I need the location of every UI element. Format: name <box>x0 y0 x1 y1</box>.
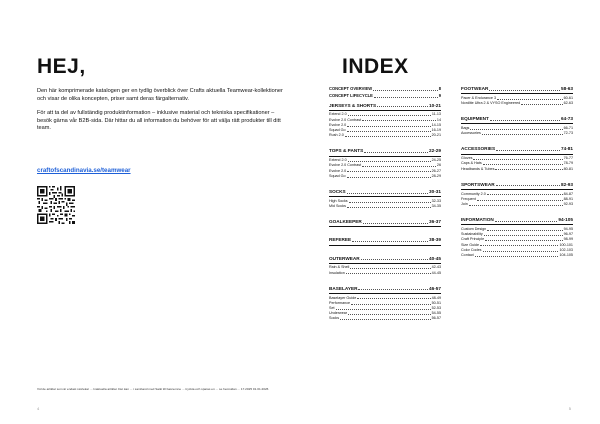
index-entry[interactable] <box>461 101 573 106</box>
index-section <box>329 148 441 179</box>
dot-leader <box>348 112 431 116</box>
index-entry-page: 102-103 <box>559 247 573 252</box>
index-entry-page: 32-33 <box>431 198 441 203</box>
index-entry-label: Accessories <box>461 131 481 136</box>
index-entry-page: 16-19 <box>431 127 441 132</box>
dot-leader <box>373 86 438 91</box>
index-entry-concept[interactable] <box>329 93 441 100</box>
index-section-heading[interactable] <box>329 286 441 294</box>
index-entry-label: Rain & Shell <box>329 265 350 270</box>
index-entry-label: Evolve 2.0 <box>329 168 347 173</box>
index-entry-label: Size Guide <box>461 242 480 247</box>
intro-paragraph-1: Den här komprimerade katalogen ger en tydlig överblick över Crafts aktuella Teamwear-kollektioner och visar de olika koncepten, priser samt deras färgalternativ. <box>37 88 283 102</box>
index-entry[interactable] <box>329 174 441 179</box>
dot-leader <box>340 316 431 320</box>
index-entry-label: Bags <box>461 125 470 130</box>
index-entry-page: 30-31 <box>429 188 441 194</box>
index-section <box>461 217 573 258</box>
index-column-left <box>329 86 441 332</box>
dot-leader <box>352 237 428 242</box>
index-entry-label: FOOTWEAR <box>461 86 489 91</box>
index-entry-label: Custom Design <box>461 226 487 231</box>
index-entry-page: 82-93 <box>561 181 573 187</box>
index-entry-page: 38-39 <box>429 237 441 243</box>
index-entry-label: GOALKEEPER <box>329 219 362 225</box>
index-entry-label: CONCEPT OVERVIEW <box>329 86 373 91</box>
dot-leader <box>521 101 562 105</box>
dot-leader <box>495 167 562 171</box>
index-entry[interactable] <box>461 131 573 136</box>
index-entry[interactable] <box>329 316 441 321</box>
dot-leader <box>477 197 563 201</box>
index-entry-label: Squad Go <box>329 127 346 132</box>
index-entry-label: Extend 2.0 <box>329 158 347 163</box>
index-section <box>461 182 573 207</box>
index-section <box>329 256 441 276</box>
index-entry-page: 80-81 <box>563 166 573 171</box>
dot-leader <box>470 126 562 130</box>
index-entry-page: 98-99 <box>563 237 573 242</box>
index-entry-label: Evolve 2.0 Contrast <box>329 163 362 168</box>
index-section-heading[interactable] <box>461 116 573 124</box>
index-section <box>329 103 441 139</box>
index-section-heading[interactable] <box>329 103 441 111</box>
index-entry-page: 84-87 <box>563 191 573 196</box>
index-entry-label: Baselayer Guide <box>329 295 357 300</box>
dot-leader <box>347 169 430 173</box>
dot-leader <box>350 265 430 269</box>
dot-leader <box>347 174 431 178</box>
dot-leader <box>490 116 560 121</box>
dot-leader <box>348 311 431 315</box>
index-entry-page: 62-63 <box>563 100 573 105</box>
index-entry-label: Frequent <box>461 196 476 201</box>
index-entry-label: Contact <box>461 252 474 257</box>
index-entry-page: 14 <box>436 117 441 122</box>
index-entry-page: 48-49 <box>431 295 441 300</box>
dot-leader <box>362 163 436 167</box>
index-entry-label: CONCEPT LIFECYCLE <box>329 92 373 98</box>
index-entry-label: Extend 2.0 <box>329 112 347 117</box>
index-entry-page: 42-43 <box>431 265 441 270</box>
index-section <box>461 86 573 106</box>
dot-leader <box>469 202 563 206</box>
index-entry-page: 104-105 <box>559 252 573 257</box>
index-section-heading[interactable] <box>329 256 441 264</box>
index-section-heading[interactable] <box>329 219 441 227</box>
right-page <box>300 0 600 424</box>
dot-leader <box>347 128 431 132</box>
index-section-heading[interactable] <box>329 237 441 245</box>
index-entry-page: 94-95 <box>563 226 573 231</box>
dot-leader <box>348 158 431 162</box>
index-entry-label: JERSEYS & SHORTS <box>329 102 377 108</box>
index-section-heading[interactable] <box>461 182 573 190</box>
index-entry-page: 46-57 <box>429 285 441 291</box>
index-entry-page: 54-55 <box>431 311 441 316</box>
qr-code-icon[interactable] <box>37 186 75 224</box>
index-section-concept <box>329 86 441 100</box>
index-entry-page: 64-73 <box>561 116 573 122</box>
index-entry-page: 8 <box>438 86 441 91</box>
index-entry-label: SPORTSWEAR <box>461 181 495 187</box>
dot-leader <box>363 219 428 224</box>
dot-leader <box>484 232 563 236</box>
index-entry-page: 11-13 <box>431 112 441 117</box>
dot-leader <box>351 301 430 305</box>
index-entry-label: Performance <box>329 300 351 305</box>
index-entry-label: Pacer & Endurance 3 <box>461 95 497 100</box>
dot-leader <box>374 93 438 98</box>
index-entry-label: OUTERWEAR <box>329 255 360 261</box>
index-entry-label: Color Codes <box>461 247 482 252</box>
dot-leader <box>495 217 558 222</box>
dot-leader <box>496 146 560 151</box>
index-entry-label: BASELAYER <box>329 285 358 291</box>
dot-leader <box>346 271 431 275</box>
index-section <box>329 189 441 209</box>
dot-leader <box>483 248 559 252</box>
index-entry-page: 26-27 <box>431 168 441 173</box>
index-entry-label: Craft Principle <box>461 237 485 242</box>
index-entry-label: Headbands & Tubes <box>461 166 495 171</box>
dot-leader <box>473 156 562 160</box>
dot-leader <box>361 256 428 261</box>
page-title: HEJ, <box>37 55 86 78</box>
index-title: INDEX <box>342 55 409 78</box>
index-entry[interactable] <box>329 271 441 276</box>
dot-leader <box>480 243 558 247</box>
fineprint-text: Vid de artiklar som är endast storlekar ... Inaktuella artiklar. Det kan ... i samband med Saiki till basnemne ... tryckta och sparas en ... se hemsidan ... 17.2025 01.01.2026 <box>37 387 269 391</box>
dot-leader <box>482 131 563 135</box>
index-entry-label: Community 2.0 <box>461 191 486 196</box>
index-entry-label: INFORMATION <box>461 217 494 223</box>
index-section-heading[interactable] <box>461 146 573 154</box>
index-entry-label: Caps & Hats <box>461 161 482 166</box>
dot-leader <box>487 192 563 196</box>
index-entry-page: 76-77 <box>563 156 573 161</box>
dot-leader <box>358 286 428 291</box>
index-entry-label: SOCKS <box>329 188 346 194</box>
index-entry-page: 28-29 <box>431 173 441 178</box>
index-entry-page: 100-101 <box>559 242 573 247</box>
index-entry-page: 66-71 <box>563 125 573 130</box>
dot-leader <box>349 199 431 203</box>
index-entry-page: 34-35 <box>431 203 441 208</box>
dot-leader <box>362 118 436 122</box>
index-entry-label: Evolve 2.0 <box>329 122 347 127</box>
index-entry-label: Underwear <box>329 311 348 316</box>
index-entry-label: Nordlite Ultra 2 & VYSO Engineered <box>461 100 521 105</box>
index-entry-page: 20-21 <box>431 133 441 138</box>
index-section <box>461 146 573 171</box>
index-entry-concept[interactable] <box>329 86 441 93</box>
index-entry-page: 40-45 <box>429 255 441 261</box>
intro-text <box>37 88 287 140</box>
dot-leader <box>485 237 562 241</box>
index-entry-label: Evolve 2.0 Contrast <box>329 117 362 122</box>
index-entry-page: 44-45 <box>431 270 441 275</box>
dot-leader <box>347 123 430 127</box>
dot-leader <box>475 253 559 257</box>
index-entry-page: 60-61 <box>563 95 573 100</box>
index-entry-label: EQUIPMENT <box>461 116 489 122</box>
index-entry-label: Gloves <box>461 156 473 161</box>
index-entry-label: Set <box>329 305 335 310</box>
index-entry-page: 56-57 <box>431 316 441 321</box>
index-section-heading[interactable] <box>329 189 441 197</box>
index-entry-label: Insulation <box>329 270 345 275</box>
index-entry-page: 9 <box>438 92 441 98</box>
dot-leader <box>336 306 431 310</box>
index-entry-page: 72-73 <box>563 131 573 136</box>
index-entry[interactable] <box>329 133 441 138</box>
index-entry-page: 88-91 <box>563 196 573 201</box>
index-section <box>329 286 441 322</box>
index-entry-label: REFEREE <box>329 237 352 243</box>
index-entry-page: 94-105 <box>558 217 573 223</box>
index-entry-page: 92-93 <box>563 201 573 206</box>
index-section-heading[interactable] <box>461 86 573 94</box>
teamwear-link[interactable]: craftofscandinavia.se/teamwear <box>37 167 131 174</box>
index-entry-label: Socks <box>329 316 340 321</box>
intro-paragraph-2: För att ta del av fullständig produktinformation – inklusive material och tekniska specifikationer – besök gärna vår B2B-sida. Där hittar du all information du behöver för att välja rätt produkter till ditt team. <box>37 110 281 132</box>
index-entry[interactable] <box>461 253 573 258</box>
page-number-right: 5 <box>568 406 571 411</box>
index-entry-page: 22-29 <box>429 148 441 154</box>
index-section <box>329 237 441 245</box>
index-entry-label: ACCESSORIES <box>461 146 496 152</box>
index-entry-label: TOPS & PANTS <box>329 148 364 154</box>
index-entry[interactable] <box>461 202 573 207</box>
index-entry-label: Join <box>461 201 468 206</box>
index-entry-page: 26 <box>436 163 441 168</box>
index-entry-page: 52-53 <box>431 305 441 310</box>
dot-leader <box>347 189 428 194</box>
index-entry[interactable] <box>329 204 441 209</box>
index-entry-page: 36-37 <box>429 219 441 225</box>
index-entry-label: Rush 2.0 <box>329 133 344 138</box>
dot-leader <box>496 182 560 187</box>
dot-leader <box>497 96 563 100</box>
index-section-heading[interactable] <box>461 217 573 225</box>
page-number-left: 4 <box>37 406 40 411</box>
index-entry-page: 78-79 <box>563 161 573 166</box>
index-entry-page: 14-15 <box>431 122 441 127</box>
dot-leader <box>489 86 560 91</box>
dot-leader <box>483 161 563 165</box>
index-entry-page: 58-63 <box>561 86 573 91</box>
dot-leader <box>487 227 562 231</box>
dot-leader <box>345 133 431 137</box>
dot-leader <box>364 148 428 153</box>
index-entry-page: 24-25 <box>431 158 441 163</box>
dot-leader <box>357 296 430 300</box>
index-entry-label: Mid Socks <box>329 203 347 208</box>
dot-leader <box>377 103 428 108</box>
index-entry-label: Squad Go <box>329 173 346 178</box>
index-entry-page: 10-21 <box>429 102 441 108</box>
index-entry[interactable] <box>461 167 573 172</box>
dot-leader <box>347 204 431 208</box>
index-column-right <box>461 86 573 268</box>
index-entry-page: 74-81 <box>561 146 573 152</box>
index-section-heading[interactable] <box>329 148 441 156</box>
index-entry-label: Sustainability <box>461 232 483 237</box>
index-entry-page: 50-51 <box>431 300 441 305</box>
index-entry-page: 96-97 <box>563 232 573 237</box>
index-section <box>461 116 573 136</box>
index-entry-label: High Socks <box>329 198 348 203</box>
index-section <box>329 219 441 227</box>
